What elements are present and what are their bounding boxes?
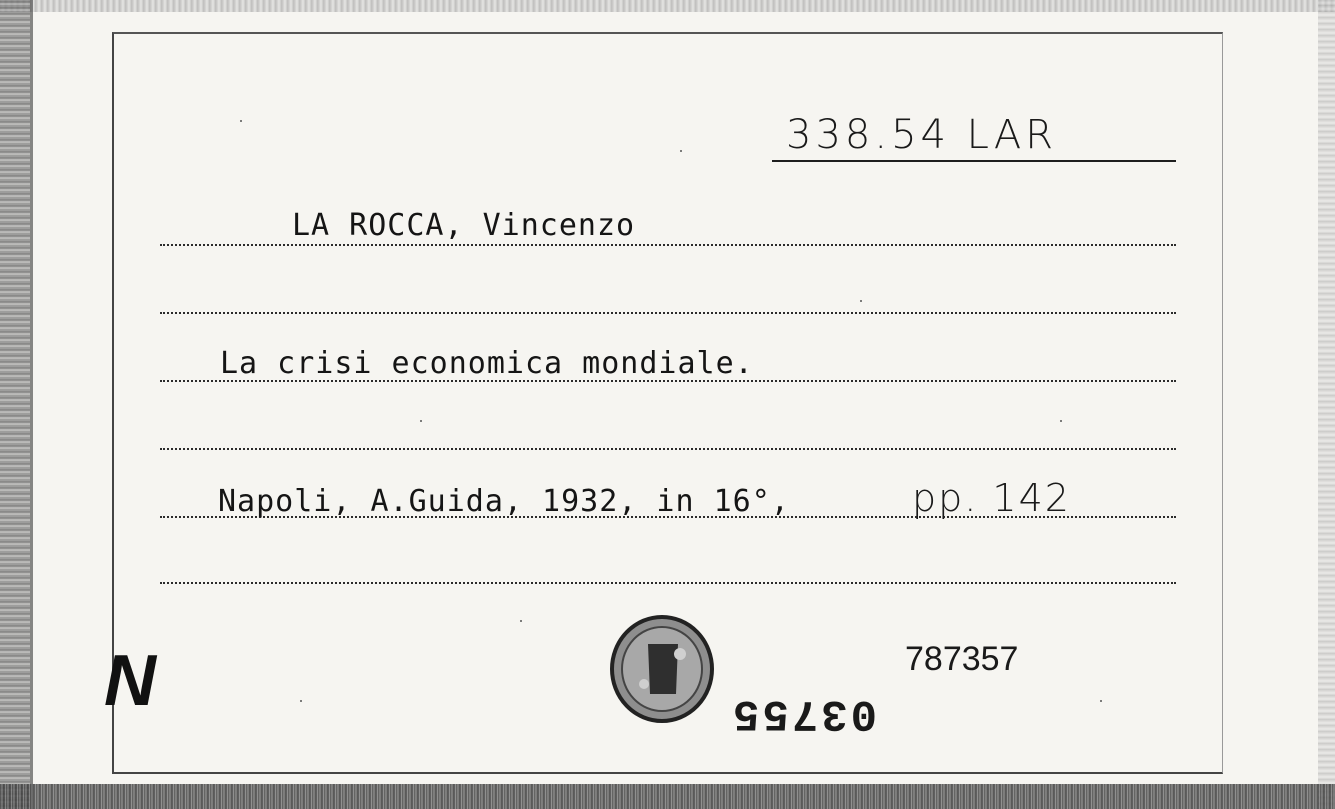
paper-speck	[1060, 420, 1062, 422]
ruled-line	[160, 244, 1176, 246]
author-heading: LA ROCCA, Vincenzo	[292, 208, 636, 243]
margin-mark: N	[104, 641, 156, 721]
card-left-edge	[0, 0, 30, 809]
card-bottom-edge	[0, 784, 1335, 809]
card-top-edge	[0, 0, 1335, 12]
inventory-number: 03755	[730, 688, 878, 738]
ruled-line	[160, 582, 1176, 584]
paper-speck	[680, 150, 682, 152]
paper-speck	[860, 300, 862, 302]
card-right-edge	[1318, 0, 1335, 809]
paper-speck	[1100, 700, 1102, 702]
book-title: La crisi economica mondiale.	[220, 346, 754, 381]
paper-speck	[520, 620, 522, 622]
card-left-rule	[30, 0, 33, 809]
ruled-line	[160, 312, 1176, 314]
stamp-number: 787357	[905, 640, 1019, 678]
paper-speck	[240, 120, 242, 122]
imprint-typed: Napoli, A.Guida, 1932, in 16°,	[218, 484, 790, 519]
paper-speck	[420, 420, 422, 422]
call-number-underline	[772, 160, 1176, 162]
ruled-line	[160, 448, 1176, 450]
imprint-handwritten: pp. 142	[912, 476, 1071, 520]
library-seal-icon	[608, 614, 716, 728]
call-number: 338.54 LAR	[786, 112, 1058, 158]
paper-speck	[300, 700, 302, 702]
